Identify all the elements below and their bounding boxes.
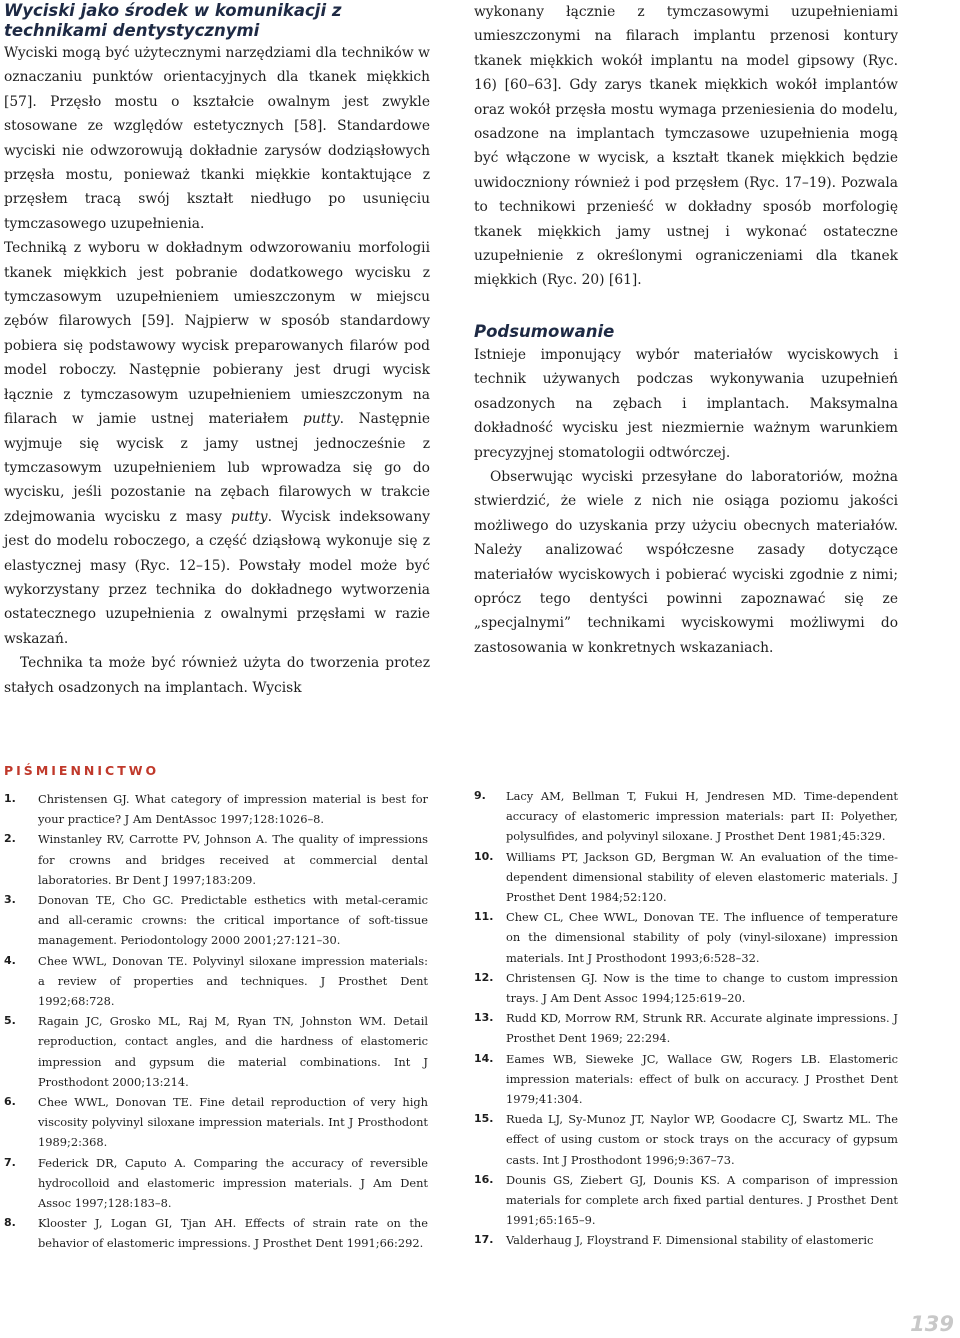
reference-number: 8. xyxy=(4,1216,16,1230)
text-run: Techniką z wyboru w dokładnym odwzorowaniu morfologii tkanek miękkich jest pobranie dodatkowego wycisku z tymczasowym uzupełnieniem umieszczonym w miejscu zębów filarowych [59]. Najpierw w sposób standardowy pobiera się podstawowy wycisk preparowanych filarów pod model roboczy. Następnie pobierany jest drugi wycisk łącznie z tymczasowym uzupełnieniem umieszczonym na filarach w jamie ustnej materiałem xyxy=(4,240,430,428)
reference-number: 2. xyxy=(4,832,16,846)
reference-text: Dounis GS, Ziebert GJ, Dounis KS. A comparison of impression materials for complete arch fixed partial dentures. J Prosthet Dent 1991;65:165–9. xyxy=(506,1172,898,1228)
text-run: . Następnie wyjmuje się wycisk z jamy ustnej jednocześnie z tymczasowym uzupełnieniem lub wprowadza się go do wycisku, jeśli pozostanie na zębach filarowych w trakcie zdejmowania wycisku z masy xyxy=(4,411,430,525)
reference-number: 15. xyxy=(474,1112,494,1126)
reference-item xyxy=(4,1092,428,1153)
text-run: . Wycisk indeksowany jest do modelu roboczego, a część dziąsłową wykonuje się z elastycznej masy (Ryc. 12–15). Powstały model może być wykorzystany przez technika do dokładnego wytworzenia ostatecznego uzupełnienia z owalnymi przęsłami w razie wskazań. xyxy=(4,508,430,647)
reference-item xyxy=(474,786,898,847)
reference-text: Christensen GJ. Now is the time to change to custom impression trays. J Am Dent Assoc 1994;125:619–20. xyxy=(506,970,898,1006)
subsection-title: Podsumowanie xyxy=(474,321,615,341)
reference-text: Rueda LJ, Sy-Munoz JT, Naylor WP, Goodacre CJ, Swartz ML. The effect of using custom or stock trays on the accuracy of gypsum casts. Int J Prosthodont 1996;9:367–73. xyxy=(506,1112,898,1167)
reference-text: Williams PT, Jackson GD, Bergman W. An evaluation of the time-dependent dimensional stability of eleven elastomeric materials. J Prosthet Dent 1984;52:120. xyxy=(506,849,898,905)
reference-number: 7. xyxy=(4,1155,16,1169)
reference-item xyxy=(4,1011,428,1092)
paragraph xyxy=(4,236,430,651)
reference-item xyxy=(4,890,428,951)
references-header: PIŚMIENNICTWO xyxy=(4,763,160,778)
reference-number: 3. xyxy=(4,893,16,907)
section-title: Wyciski jako środek w komunikacji z technikami dentystycznymi xyxy=(4,1,342,40)
reference-number: 10. xyxy=(474,849,494,863)
reference-text: Rudd KD, Morrow RM, Strunk RR. Accurate alginate impressions. J Prosthet Dent 1969; 22:294. xyxy=(506,1011,898,1046)
reference-item xyxy=(4,951,428,1012)
reference-number: 12. xyxy=(474,970,494,984)
paragraph: wykonany łącznie z tymczasowymi uzupełnieniami umieszczonymi na filarach implantu przenosi kontury tkanek miękkich wokół implantu na model gipsowy (Ryc. 16) [60–63]. Gdy zarys tkanek miękkich wokół implantów oraz wokół przęsła mostu wymaga przeniesienia do modelu, osadzone na implantach tymczasowe uzupełnienia mogą być włączone w wycisk, a kształt tkanek miękkich będzie uwidoczniony również i pod przęsłem (Ryc. 17–19). Pozwala to technikowi przenieść w dokładny sposób morfologię tkanek miękkich jamy ustnej i wykonać ostateczne uzupełnienie z określonymi ograniczeniami dla tkanek miękkich (Ryc. 20) [61]. xyxy=(474,4,898,289)
reference-number: 13. xyxy=(474,1011,494,1025)
reference-text: Chew CL, Chee WWL, Donovan TE. The influence of temperature on the dimensional stability of poly (vinyl-siloxane) impression materials. Int J Prosthodont 1993;6:528–32. xyxy=(506,910,898,965)
reference-text: Winstanley RV, Carrotte PV, Johnson A. The quality of impressions for crowns and bridges received at commercial dental laboratories. Br Dent J 1997;183:209. xyxy=(38,832,428,887)
paragraph: Wyciski mogą być użytecznymi narzędziami dla techników w oznaczaniu punktów orientacyjnych dla tkanek miękkich [57]. Przęsło mostu o kształcie owalnym jest zwykle stosowane ze względów estetycznych [58]. Standardowe wyciski nie odwzorowują dokładnie zarysów dodziąsłowych przęsła mostu, ponieważ tkanki miękkie kontaktujące z przęsłem tracą swój kształt niedługo po usunięciu tymczasowego uzupełnienia. xyxy=(4,45,430,232)
reference-number: 17. xyxy=(474,1233,494,1247)
reference-text: Federick DR, Caputo A. Comparing the accuracy of reversible hydrocolloid and elastomeric impression materials. J Am Dent Assoc 1997;128:183–8. xyxy=(38,1155,428,1211)
reference-item xyxy=(4,789,428,829)
reference-item xyxy=(474,907,898,968)
reference-text: Valderhaug J, Floystrand F. Dimensional stability of elastomeric xyxy=(506,1233,874,1248)
reference-text: Christensen GJ. What category of impression material is best for your practice? J Am DentAssoc 1997;128:1026–8. xyxy=(38,792,428,827)
reference-item xyxy=(474,1049,898,1110)
references-left xyxy=(4,789,428,1254)
reference-number: 14. xyxy=(474,1051,494,1065)
reference-text: Lacy AM, Bellman T, Fukui H, Jendresen MD. Time-dependent accuracy of elastomeric impression materials: part II: Polyether, polysulfides, and polyvinyl siloxane. J Prosthet Dent 1981;45:329. xyxy=(506,789,898,844)
reference-text: Chee WWL, Donovan TE. Fine detail reproduction of very high viscosity polyvinyl siloxane impression materials. Int J Prosthodont 1989;2:368. xyxy=(38,1095,428,1150)
paragraph: Obserwując wyciski przesyłane do laboratoriów, można stwierdzić, że wiele z nich nie osiąga poziomu jakości możliwego do uzyskania przy użyciu obecnych materiałów. Należy analizować współczesne zasady dotyczące materiałów wyciskowych i pobierać wyciski zgodnie z nimi; oprócz tego dentyści powinni zapoznawać się ze „specjalnymi” technikami wyciskowymi możliwymi do zastosowania w konkretnych wskazaniach. xyxy=(474,468,898,656)
reference-number: 4. xyxy=(4,953,16,967)
reference-item xyxy=(4,829,428,890)
references-right xyxy=(474,786,898,1251)
reference-item xyxy=(4,1153,428,1214)
reference-text: Ragain JC, Grosko ML, Raj M, Ryan TN, Johnston WM. Detail reproduction, contact angles, and die hardness of elastomeric impression and gypsum die material combinations. Int J Prosthodont 2000;13:214. xyxy=(38,1014,428,1089)
reference-item xyxy=(474,847,898,908)
reference-item xyxy=(474,1230,898,1250)
reference-number: 5. xyxy=(4,1014,16,1028)
italic-term: putty xyxy=(303,411,340,428)
reference-text: Chee WWL, Donovan TE. Polyvinyl siloxane impression materials: a review of properties and techniques. J Prosthet Dent 1992;68:728. xyxy=(38,953,428,1009)
paragraph: Technika ta może być również użyta do tworzenia protez stałych osadzonych na implantach. Wycisk xyxy=(4,655,430,696)
reference-item xyxy=(474,1008,898,1048)
reference-item xyxy=(474,1109,898,1170)
right-column xyxy=(474,0,898,660)
reference-number: 16. xyxy=(474,1172,494,1186)
reference-text: Eames WB, Sieweke JC, Wallace GW, Rogers LB. Elastomeric impression materials: effect of bulk on accuracy. J Prosthet Dent 1979;41:304. xyxy=(506,1051,898,1107)
italic-term: putty xyxy=(231,508,268,525)
reference-text: Klooster J, Logan GI, Tjan AH. Effects of strain rate on the behavior of elastomeric impressions. J Prosthet Dent 1991;66:292. xyxy=(38,1216,428,1251)
reference-text: Donovan TE, Cho GC. Predictable esthetics with metal-ceramic and all-ceramic crowns: the critical importance of soft-tissue management. Periodontology 2000 2001;27:121–30. xyxy=(38,893,428,948)
reference-number: 1. xyxy=(4,792,16,805)
reference-number: 6. xyxy=(4,1095,16,1109)
reference-item xyxy=(4,1213,428,1253)
page-number: 139 xyxy=(910,1312,954,1336)
left-column xyxy=(4,0,430,700)
reference-item xyxy=(474,1170,898,1231)
paragraph: Istnieje imponujący wybór materiałów wyciskowych i technik używanych podczas wykonywania uzupełnień osadzonych na zębach i implantach. Maksymalna dokładność wycisku jest niezmiernie ważnym warunkiem precyzyjnej stomatologii odtwórczej. xyxy=(474,346,898,461)
reference-item xyxy=(474,968,898,1008)
reference-number: 9. xyxy=(474,789,486,802)
reference-number: 11. xyxy=(474,910,494,924)
